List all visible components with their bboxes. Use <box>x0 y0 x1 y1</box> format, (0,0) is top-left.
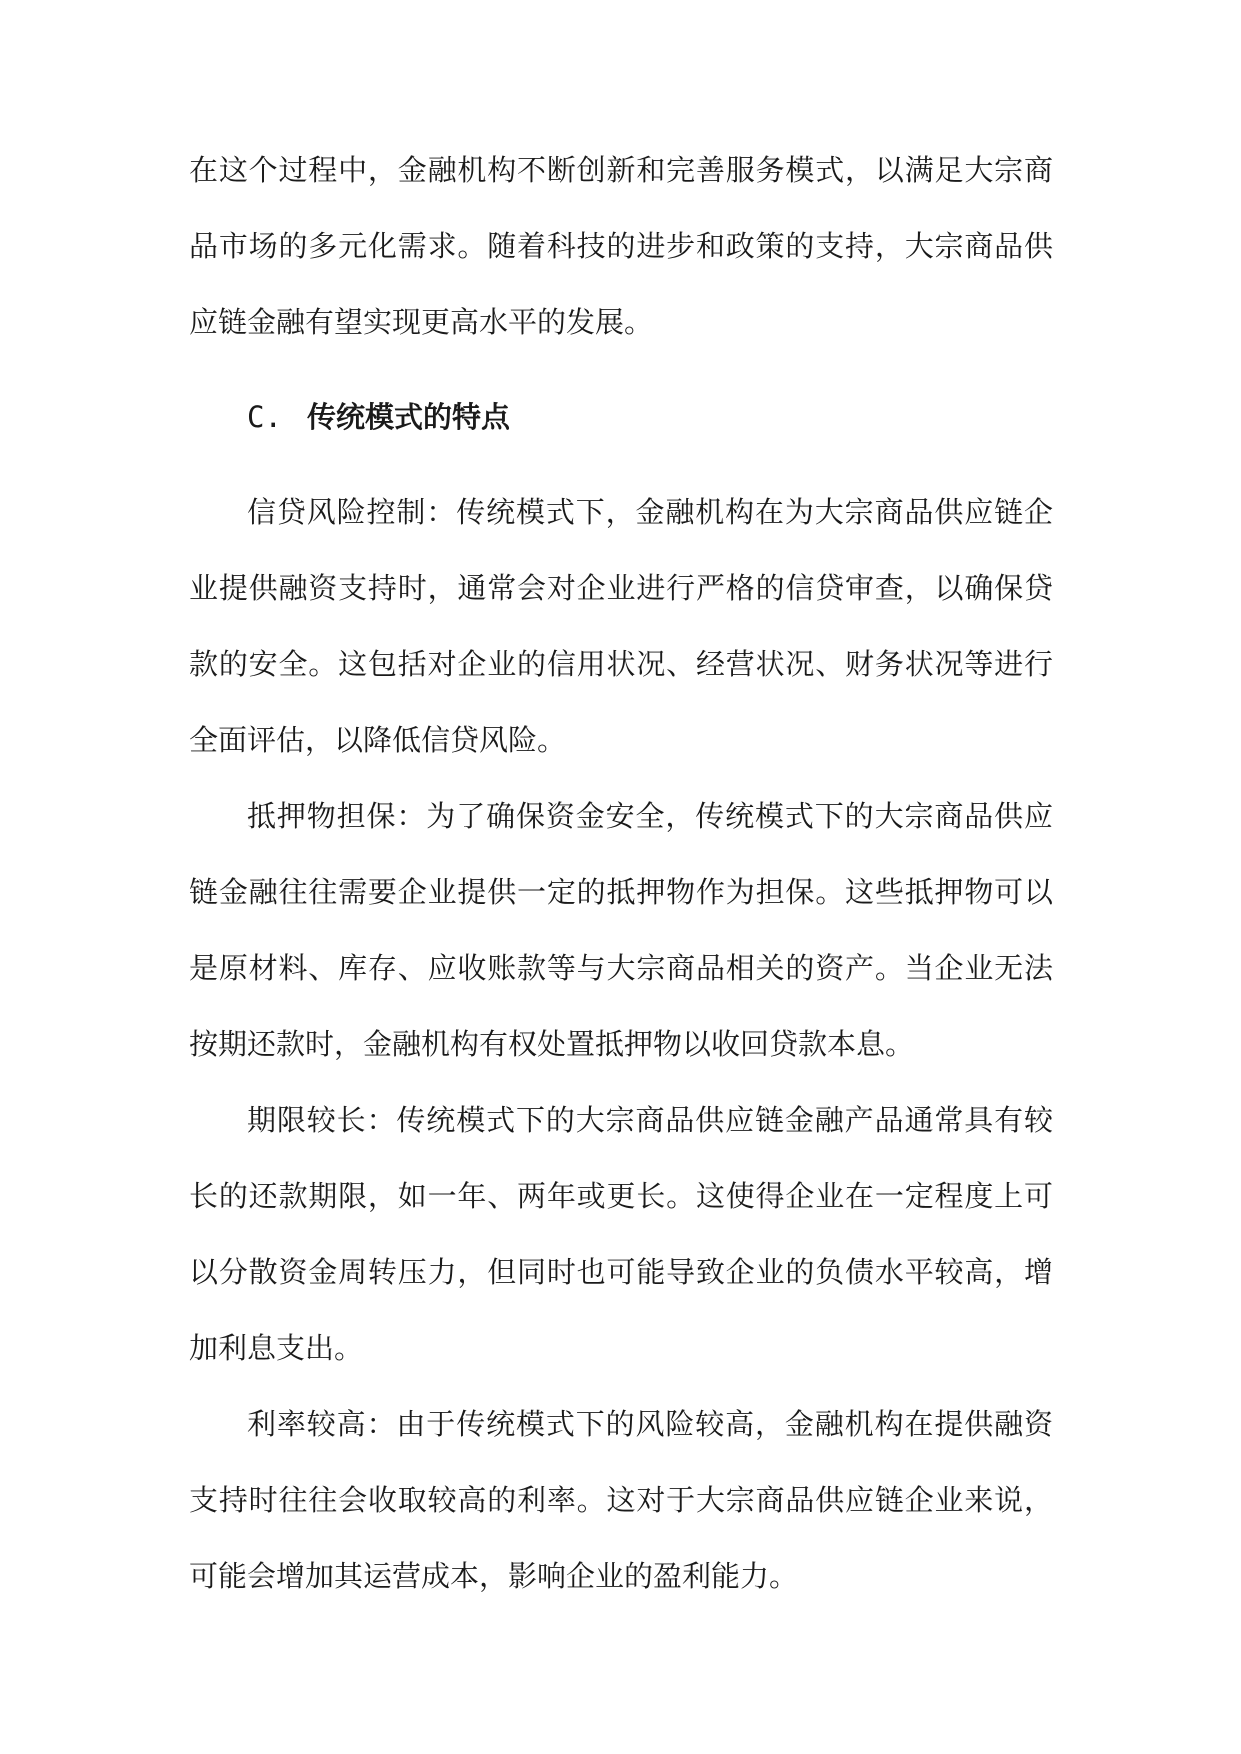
collateral-paragraph: 抵押物担保：为了确保资金安全，传统模式下的大宗商品供应链金融往往需要企业提供一定的抵押物作为担保。这些抵押物可以是原材料、库存、应收账款等与大宗商品相关的资产。当企业无法按期还款时，金融机构有权处置抵押物以收回贷款本息。 <box>189 799 1053 1061</box>
intro-paragraph: 在这个过程中，金融机构不断创新和完善服务模式，以满足大宗商品市场的多元化需求。随着科技的进步和政策的支持，大宗商品供应链金融有望实现更高水平的发展。 <box>189 153 1053 339</box>
document-page <box>189 132 1053 1614</box>
section-title: 传统模式的特点 <box>307 400 511 434</box>
section-heading <box>189 360 1053 474</box>
section-number: C. <box>247 400 282 434</box>
credit-risk-paragraph: 信贷风险控制：传统模式下，金融机构在为大宗商品供应链企业提供融资支持时，通常会对企业进行严格的信贷审查，以确保贷款的安全。这包括对企业的信用状况、经营状况、财务状况等进行全面评估，以降低信贷风险。 <box>189 495 1053 757</box>
high-rate-paragraph: 利率较高：由于传统模式下的风险较高，金融机构在提供融资支持时往往会收取较高的利率。这对于大宗商品供应链企业来说，可能会增加其运营成本，影响企业的盈利能力。 <box>189 1407 1053 1593</box>
long-term-paragraph: 期限较长：传统模式下的大宗商品供应链金融产品通常具有较长的还款期限，如一年、两年或更长。这使得企业在一定程度上可以分散资金周转压力，但同时也可能导致企业的负债水平较高，增加利息支出。 <box>189 1103 1053 1365</box>
